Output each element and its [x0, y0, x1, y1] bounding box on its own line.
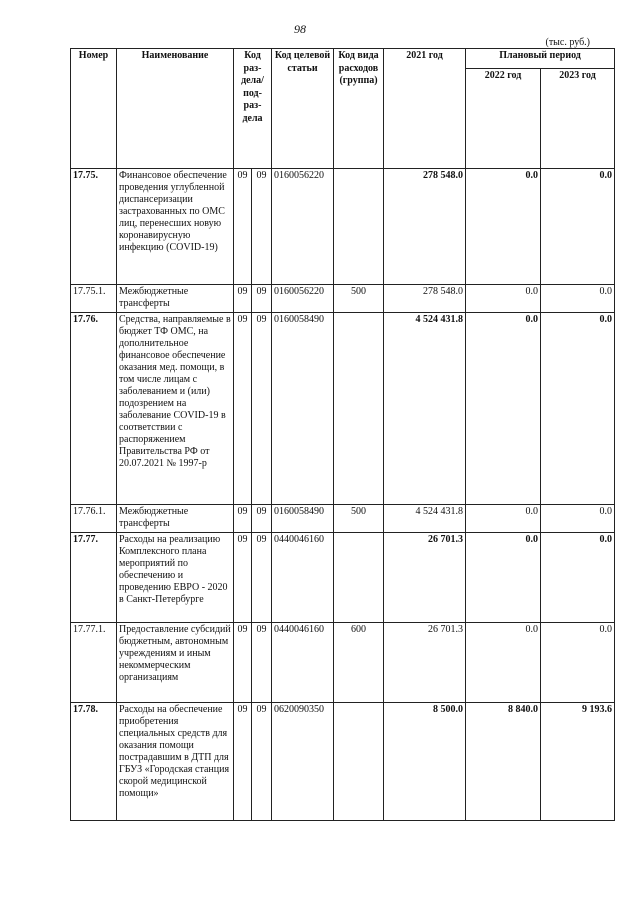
header-year-2021: 2021 год: [384, 49, 466, 169]
header-section-code: Код раз- дела/ под- раз- дела: [234, 49, 272, 169]
row-kind-code: [334, 533, 384, 623]
row-value-2021: 26 701.3: [384, 623, 466, 703]
row-value-2023: 0.0: [541, 505, 615, 533]
row-number: 17.75.: [71, 169, 117, 285]
row-name: Предоставление субсидий бюджетным, автономным учреждениям и иным некоммерческим организациям: [117, 623, 234, 703]
table-row: [71, 169, 615, 285]
row-target-code: 0440046160: [272, 533, 334, 623]
row-value-2023: 0.0: [541, 313, 615, 505]
table-row: [71, 703, 615, 821]
row-value-2022: 0.0: [466, 313, 541, 505]
row-number: 17.75.1.: [71, 285, 117, 313]
row-target-code: 0620090350: [272, 703, 334, 821]
row-name: Расходы на реализацию Комплексного плана мероприятий по обеспечению и проведению ЕВРО - 2020 в Санкт-Петербурге: [117, 533, 234, 623]
row-value-2022: 0.0: [466, 533, 541, 623]
row-subsection: 09: [252, 169, 272, 285]
row-subsection: 09: [252, 285, 272, 313]
row-name: Расходы на обеспечение приобретения специальных средств для оказания помощи пострадавшим в ДТП для ГБУЗ «Городская станция скорой медицинской помощи»: [117, 703, 234, 821]
header-plan-period: Плановый период: [466, 49, 615, 69]
row-value-2021: 8 500.0: [384, 703, 466, 821]
row-value-2021: 26 701.3: [384, 533, 466, 623]
row-target-code: 0160056220: [272, 169, 334, 285]
row-target-code: 0160058490: [272, 505, 334, 533]
row-kind-code: 500: [334, 505, 384, 533]
row-value-2022: 0.0: [466, 285, 541, 313]
row-section: 09: [234, 313, 252, 505]
row-number: 17.77.1.: [71, 623, 117, 703]
table-row: [71, 623, 615, 703]
header-year-2022: 2022 год: [466, 69, 541, 169]
header-number: Номер: [71, 49, 117, 169]
row-value-2021: 278 548.0: [384, 169, 466, 285]
budget-table: [70, 48, 615, 821]
row-target-code: 0160056220: [272, 285, 334, 313]
row-value-2021: 278 548.0: [384, 285, 466, 313]
row-value-2021: 4 524 431.8: [384, 313, 466, 505]
row-subsection: 09: [252, 703, 272, 821]
row-name: Межбюджетные трансферты: [117, 285, 234, 313]
row-value-2022: 0.0: [466, 623, 541, 703]
row-value-2022: 8 840.0: [466, 703, 541, 821]
page-number: 98: [294, 22, 306, 36]
header-target-code: Код целевой статьи: [272, 49, 334, 169]
row-section: 09: [234, 533, 252, 623]
table-row: [71, 533, 615, 623]
row-value-2021: 4 524 431.8: [384, 505, 466, 533]
row-section: 09: [234, 505, 252, 533]
row-number: 17.78.: [71, 703, 117, 821]
row-number: 17.76.: [71, 313, 117, 505]
header-year-2023: 2023 год: [541, 69, 615, 169]
row-section: 09: [234, 703, 252, 821]
row-target-code: 0160058490: [272, 313, 334, 505]
row-section: 09: [234, 169, 252, 285]
row-number: 17.76.1.: [71, 505, 117, 533]
row-value-2023: 9 193.6: [541, 703, 615, 821]
row-kind-code: 600: [334, 623, 384, 703]
row-kind-code: [334, 703, 384, 821]
row-name: Средства, направляемые в бюджет ТФ ОМС, на дополнительное финансовое обеспечение оказания мед. помощи, в том числе лицам с заболеванием и (или) подозрением на заболевание COVID-19 в соответствии с распоряжением Правительства РФ от 20.07.2021 № 1997-р: [117, 313, 234, 505]
row-subsection: 09: [252, 313, 272, 505]
row-kind-code: 500: [334, 285, 384, 313]
row-section: 09: [234, 623, 252, 703]
units-label: (тыс. руб.): [545, 37, 590, 48]
row-value-2022: 0.0: [466, 169, 541, 285]
row-value-2023: 0.0: [541, 169, 615, 285]
row-value-2023: 0.0: [541, 533, 615, 623]
header-expense-kind-code: Код вида расходов (группа): [334, 49, 384, 169]
header-name: Наименование: [117, 49, 234, 169]
row-section: 09: [234, 285, 252, 313]
row-name: Финансовое обеспечение проведения углубленной диспансеризации застрахованных по ОМС лиц, перенесших новую коронавирусную инфекцию (COVID-19): [117, 169, 234, 285]
row-subsection: 09: [252, 623, 272, 703]
table-row: [71, 313, 615, 505]
row-value-2023: 0.0: [541, 623, 615, 703]
row-target-code: 0440046160: [272, 623, 334, 703]
row-kind-code: [334, 313, 384, 505]
row-value-2022: 0.0: [466, 505, 541, 533]
row-subsection: 09: [252, 505, 272, 533]
row-value-2023: 0.0: [541, 285, 615, 313]
table-row: [71, 505, 615, 533]
row-number: 17.77.: [71, 533, 117, 623]
row-kind-code: [334, 169, 384, 285]
row-subsection: 09: [252, 533, 272, 623]
table-row: [71, 285, 615, 313]
row-name: Межбюджетные трансферты: [117, 505, 234, 533]
